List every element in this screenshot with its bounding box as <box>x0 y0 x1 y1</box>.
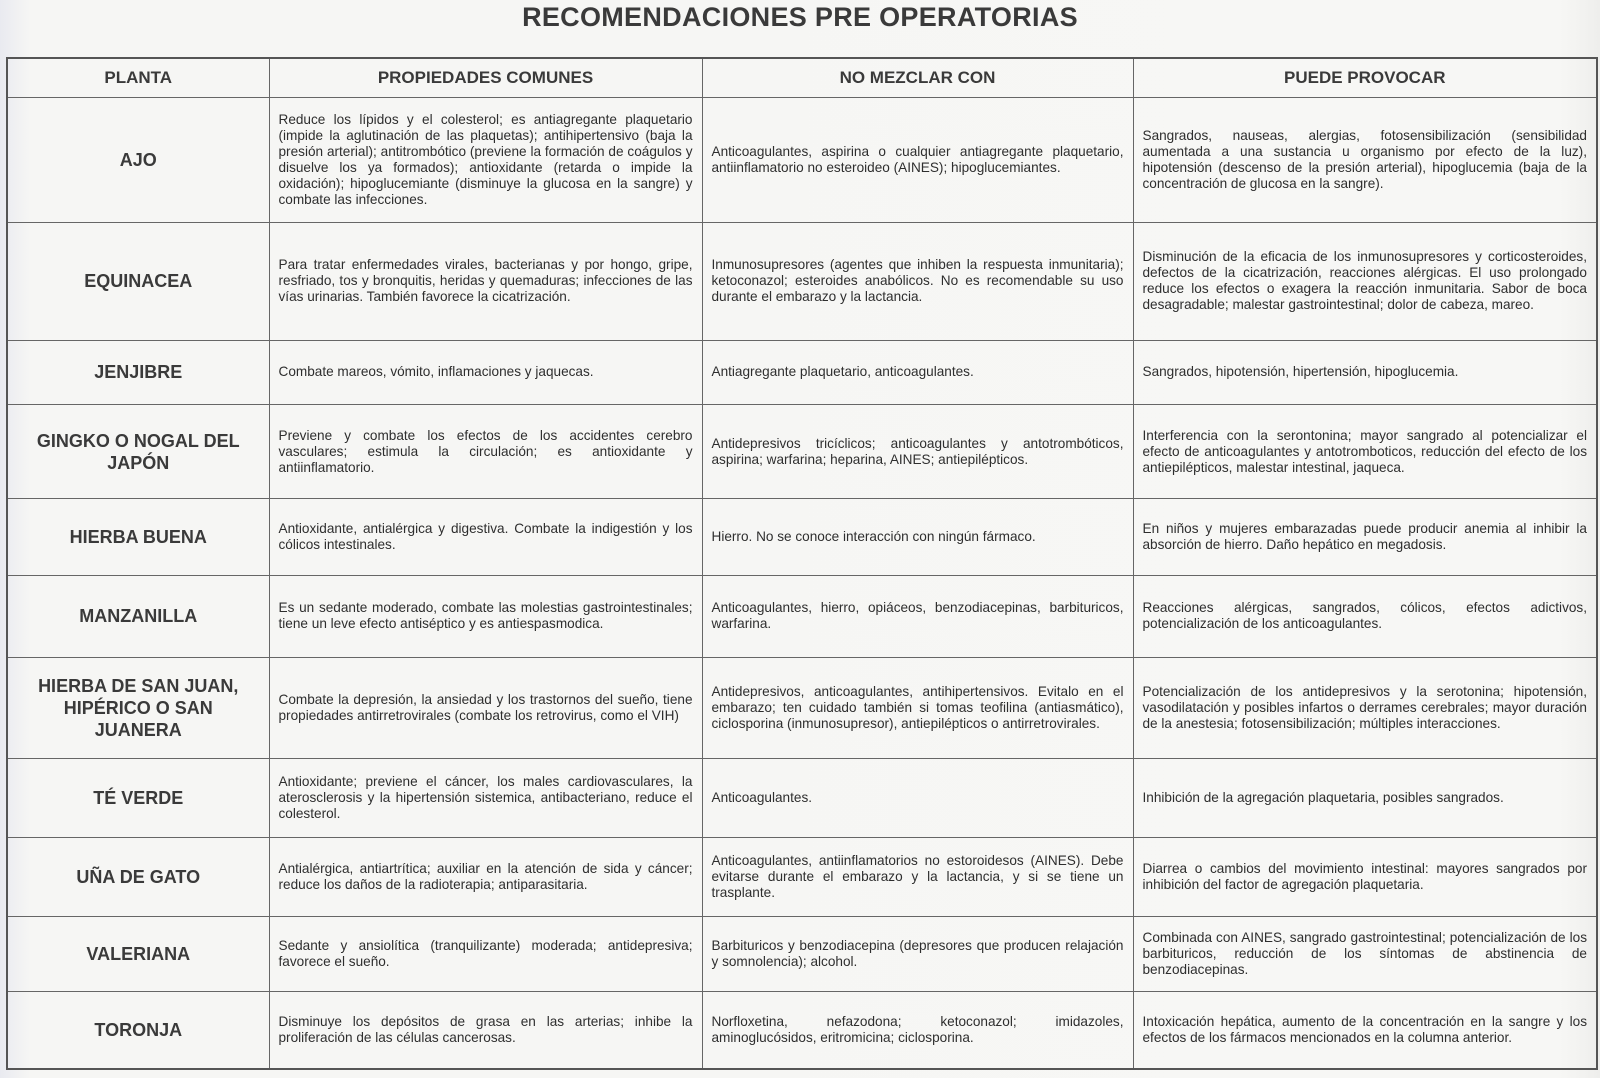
properties-cell: Antioxidante, antialérgica y digestiva. Combate la indigestión y los cólicos intestinales. <box>269 499 702 576</box>
do-not-mix-cell: Antidepresivos, anticoagulantes, antihipertensivos. Evitalo en el embarazo; ten cuidado también si tomas teofilina (antiasmático), ciclosporina (inmunosupresor), antiepilépticos o antirretrovirales. <box>702 657 1133 758</box>
table-row <box>7 991 1597 1069</box>
plant-name: TÉ VERDE <box>7 759 269 838</box>
may-cause-cell: En niños y mujeres embarazadas puede producir anemia al inhibir la absorción de hierro. Daño hepático en megadosis. <box>1133 499 1597 576</box>
table-row <box>7 576 1597 658</box>
may-cause-cell: Disminución de la eficacia de los inmunosupresores y corticosteroides, defectos de la cicatrización, reacciones alérgicas. El uso prolongado reduce los efectos o exagera la reacción inmunitaria. Sabor de boca desagradable; malestar gastrointestinal; dolor de cabeza, mareo. <box>1133 222 1597 340</box>
do-not-mix-cell: Norfloxetina, nefazodona; ketoconazol; imidazoles, aminoglucósidos, eritromicina; ciclosporina. <box>702 991 1133 1069</box>
plant-name: HIERBA DE SAN JUAN, HIPÉRICO O SAN JUANERA <box>7 657 269 758</box>
table-row <box>7 499 1597 576</box>
may-cause-cell: Combinada con AINES, sangrado gastrointestinal; potencialización de los barbituricos, reducción de los síntomas de abstinencia de benzodiacepinas. <box>1133 916 1597 991</box>
plant-name: MANZANILLA <box>7 576 269 658</box>
plant-name: AJO <box>7 98 269 223</box>
properties-cell: Antialérgica, antiartrítica; auxiliar en la atención de sida y cáncer; reduce los daños de la radioterapia; antiparasitaria. <box>269 838 702 917</box>
properties-cell: Para tratar enfermedades virales, bacterianas y por hongo, gripe, resfriado, tos y bronquitis, heridas y quemaduras; infecciones de las vías urinarias. También favorece la cicatrización. <box>269 222 702 340</box>
do-not-mix-cell: Hierro. No se conoce interacción con ningún fármaco. <box>702 499 1133 576</box>
do-not-mix-cell: Anticoagulantes. <box>702 759 1133 838</box>
do-not-mix-cell: Anticoagulantes, hierro, opiáceos, benzodiacepinas, barbituricos, warfarina. <box>702 576 1133 658</box>
table-row <box>7 916 1597 991</box>
plant-name: VALERIANA <box>7 916 269 991</box>
do-not-mix-cell: Antiagregante plaquetario, anticoagulantes. <box>702 340 1133 404</box>
table-row <box>7 405 1597 499</box>
plant-name: HIERBA BUENA <box>7 499 269 576</box>
header-may-cause: PUEDE PROVOCAR <box>1133 58 1597 98</box>
plant-name: GINGKO O NOGAL DEL JAPÓN <box>7 405 269 499</box>
do-not-mix-cell: Anticoagulantes, aspirina o cualquier antiagregante plaquetario, antiinflamatorio no esteroideo (AINES); hipoglucemiantes. <box>702 98 1133 223</box>
properties-cell: Disminuye los depósitos de grasa en las arterias; inhibe la proliferación de las células cancerosas. <box>269 991 702 1069</box>
table-row <box>7 98 1597 223</box>
properties-cell: Combate la depresión, la ansiedad y los trastornos del sueño, tiene propiedades antirretrovirales (combate los retrovirus, como el VIH) <box>269 657 702 758</box>
page-title: RECOMENDACIONES PRE OPERATORIAS <box>522 2 1078 32</box>
properties-cell: Previene y combate los efectos de los accidentes cerebro vasculares; estimula la circulación; es antioxidante y antiinflamatorio. <box>269 405 702 499</box>
table-row <box>7 340 1597 404</box>
do-not-mix-cell: Barbituricos y benzodiacepina (depresores que producen relajación y somnolencia); alcohol. <box>702 916 1133 991</box>
plant-name: JENJIBRE <box>7 340 269 404</box>
plant-name: UÑA DE GATO <box>7 838 269 917</box>
table-row <box>7 759 1597 838</box>
table-row <box>7 222 1597 340</box>
properties-cell: Sedante y ansiolítica (tranquilizante) moderada; antidepresiva; favorece el sueño. <box>269 916 702 991</box>
may-cause-cell: Inhibición de la agregación plaquetaria, posibles sangrados. <box>1133 759 1597 838</box>
may-cause-cell: Diarrea o cambios del movimiento intestinal: mayores sangrados por inhibición del factor de agregación plaquetaria. <box>1133 838 1597 917</box>
header-plant: PLANTA <box>7 58 269 98</box>
header-properties: PROPIEDADES COMUNES <box>269 58 702 98</box>
table-row <box>7 838 1597 917</box>
properties-cell: Antioxidante; previene el cáncer, los males cardiovasculares, la aterosclerosis y la hipertensión sistemica, antibacteriano, reduce el colesterol. <box>269 759 702 838</box>
table-row <box>7 657 1597 758</box>
do-not-mix-cell: Anticoagulantes, antiinflamatorios no estoroidesos (AINES). Debe evitarse durante el embarazo y la lactancia, y si se tiene un trasplante. <box>702 838 1133 917</box>
properties-cell: Combate mareos, vómito, inflamaciones y jaquecas. <box>269 340 702 404</box>
header-do-not-mix: NO MEZCLAR CON <box>702 58 1133 98</box>
plant-name: EQUINACEA <box>7 222 269 340</box>
may-cause-cell: Sangrados, nauseas, alergias, fotosensibilización (sensibilidad aumentada a una sustancia u organismo por efecto de la luz), hipotensión (descenso de la presión arterial), hipoglucemia (baja de la concentración de glucosa en la sangre). <box>1133 98 1597 223</box>
may-cause-cell: Reacciones alérgicas, sangrados, cólicos, efectos adictivos, potencialización de los anticoagulantes. <box>1133 576 1597 658</box>
header-row <box>7 58 1597 98</box>
do-not-mix-cell: Antidepresivos tricíclicos; anticoagulantes y antotrombóticos, aspirina; warfarina; heparina, AINES; antiepilépticos. <box>702 405 1133 499</box>
may-cause-cell: Sangrados, hipotensión, hipertensión, hipoglucemia. <box>1133 340 1597 404</box>
may-cause-cell: Interferencia con la serontonina; mayor sangrado al potencializar el efecto de anticoagulantes y antotromboticos, reducción del efecto de los antiepilépticos, malestar intestinal, jaqueca. <box>1133 405 1597 499</box>
properties-cell: Es un sedante moderado, combate las molestias gastrointestinales; tiene un leve efecto antiséptico y es antiespasmodica. <box>269 576 702 658</box>
plant-name: TORONJA <box>7 991 269 1069</box>
do-not-mix-cell: Inmunosupresores (agentes que inhiben la respuesta inmunitaria); ketoconazol; esteroides anabólicos. No es recomendable su uso durante el embarazo y la lactancia. <box>702 222 1133 340</box>
recommendations-table <box>6 57 1598 1070</box>
may-cause-cell: Intoxicación hepática, aumento de la concentración en la sangre y los efectos de los fármacos mencionados en la columna anterior. <box>1133 991 1597 1069</box>
properties-cell: Reduce los lípidos y el colesterol; es antiagregante plaquetario (impide la aglutinación de las plaquetas); antihipertensivo (baja la presión arterial); antitrombótico (previene la formación de coágulos y disuelve los ya formados); antioxidante (retarda o impide la oxidación); hipoglucemiante (disminuye la glucosa en la sangre) y combate las infecciones. <box>269 98 702 223</box>
may-cause-cell: Potencialización de los antidepresivos y la serotonina; hipotensión, vasodilatación y posibles infartos o derrames cerebrales; mayor duración de la anestesia; fotosensibilización; múltiples interacciones. <box>1133 657 1597 758</box>
